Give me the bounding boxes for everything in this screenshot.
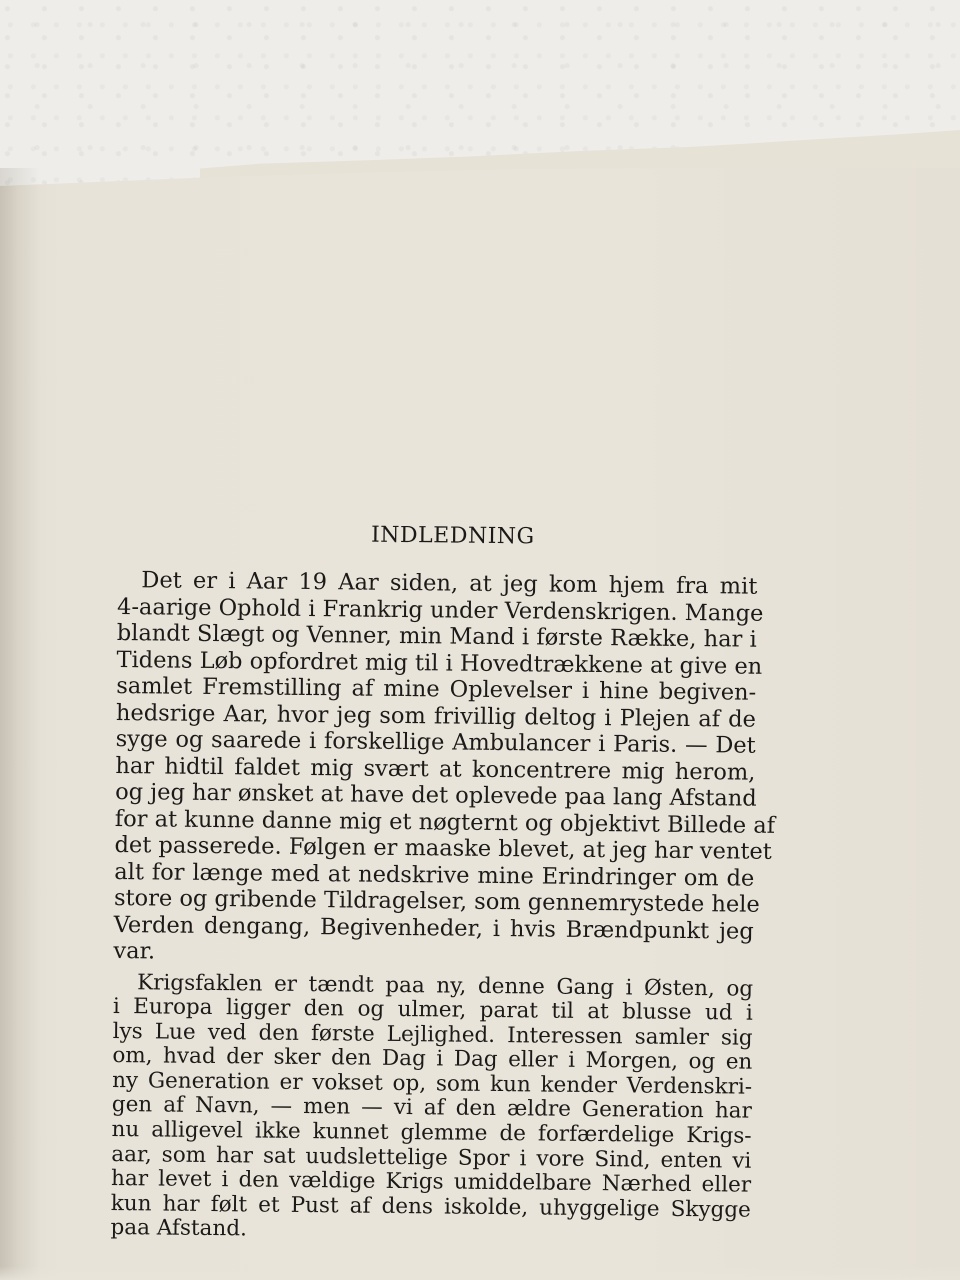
text-line: i Europa ligger den og ulmer, parat til at blusse ud i: [112, 994, 754, 1026]
text-line: og jeg har ønsket at have det oplevede paa lang Afstand: [115, 778, 757, 812]
chapter-title: INDLEDNING: [370, 522, 535, 550]
text-line: det passerede. Følgen er maaske blevet, at jeg har ventet: [114, 831, 772, 865]
text-line: nu alligevel ikke kunnet glemme de forfærdelige Krigs-: [111, 1117, 752, 1149]
text-line: paa Afstand.: [110, 1215, 247, 1242]
text-line: Krigsfaklen er tændt paa ny, denne Gang i Østen, og: [137, 969, 754, 1002]
text-line: ny Generation er vokset op, som kun kender Verdenskri-: [112, 1067, 753, 1100]
text-line: gen af Navn, — men — vi af den ældre Generation har: [111, 1092, 752, 1125]
text-line: hedsrige Aar, hvor jeg som frivillig deltog i Plejen af de: [115, 699, 757, 733]
text-line: syge og saarede i forskellige Ambulancer i Paris. — Det: [115, 725, 756, 759]
text-line: aar, som har sat uudslettelige Spor i vore Sind, enten vi: [111, 1141, 752, 1174]
text-line: for at kunne danne mig et nøgternt og objektivt Billede af: [114, 805, 776, 839]
text-line: Tidens Løb opfordret mig til i Hovedtrækkene at give en: [116, 646, 763, 680]
text-line: har hidtil faldet mig svært at koncentrere mig herom,: [115, 752, 756, 786]
page-text-block: [110, 520, 776, 1248]
text-line: alt for længe med at nedskrive mine Erindringer om de: [114, 858, 755, 892]
text-line: store og gribende Tildragelser, som gennemrystede hele: [113, 884, 760, 918]
paragraph-1: [113, 567, 776, 971]
text-line: lys Lue ved den første Lejlighed. Interessen samler sig: [112, 1018, 753, 1051]
page-gutter-shadow: [0, 168, 40, 1280]
text-line: 4-aarige Ophold i Frankrig under Verdenskrigen. Mange: [116, 593, 764, 627]
text-line: blandt Slægt og Venner, min Mand i første Række, har i: [116, 619, 757, 653]
text-line: kun har følt et Pust af dens iskolde, uhyggelige Skygge: [110, 1190, 751, 1223]
text-line: Det er i Aar 19 Aar siden, at jeg kom hjem fra mit: [141, 567, 758, 600]
text-line: Verden dengang, Begivenheder, i hvis Brændpunkt jeg: [113, 911, 754, 945]
text-line: var.: [113, 937, 156, 965]
text-line: om, hvad der sker den Dag i Dag eller i Morgen, og en: [112, 1043, 753, 1075]
page-bottom-fade: [0, 1266, 960, 1280]
text-line: har levet i den vældige Krigs umiddelbare Nærhed eller: [110, 1166, 752, 1198]
text-line: samlet Fremstilling af mine Oplevelser i hine begiven-: [116, 672, 757, 706]
paragraph-2: [110, 970, 753, 1247]
